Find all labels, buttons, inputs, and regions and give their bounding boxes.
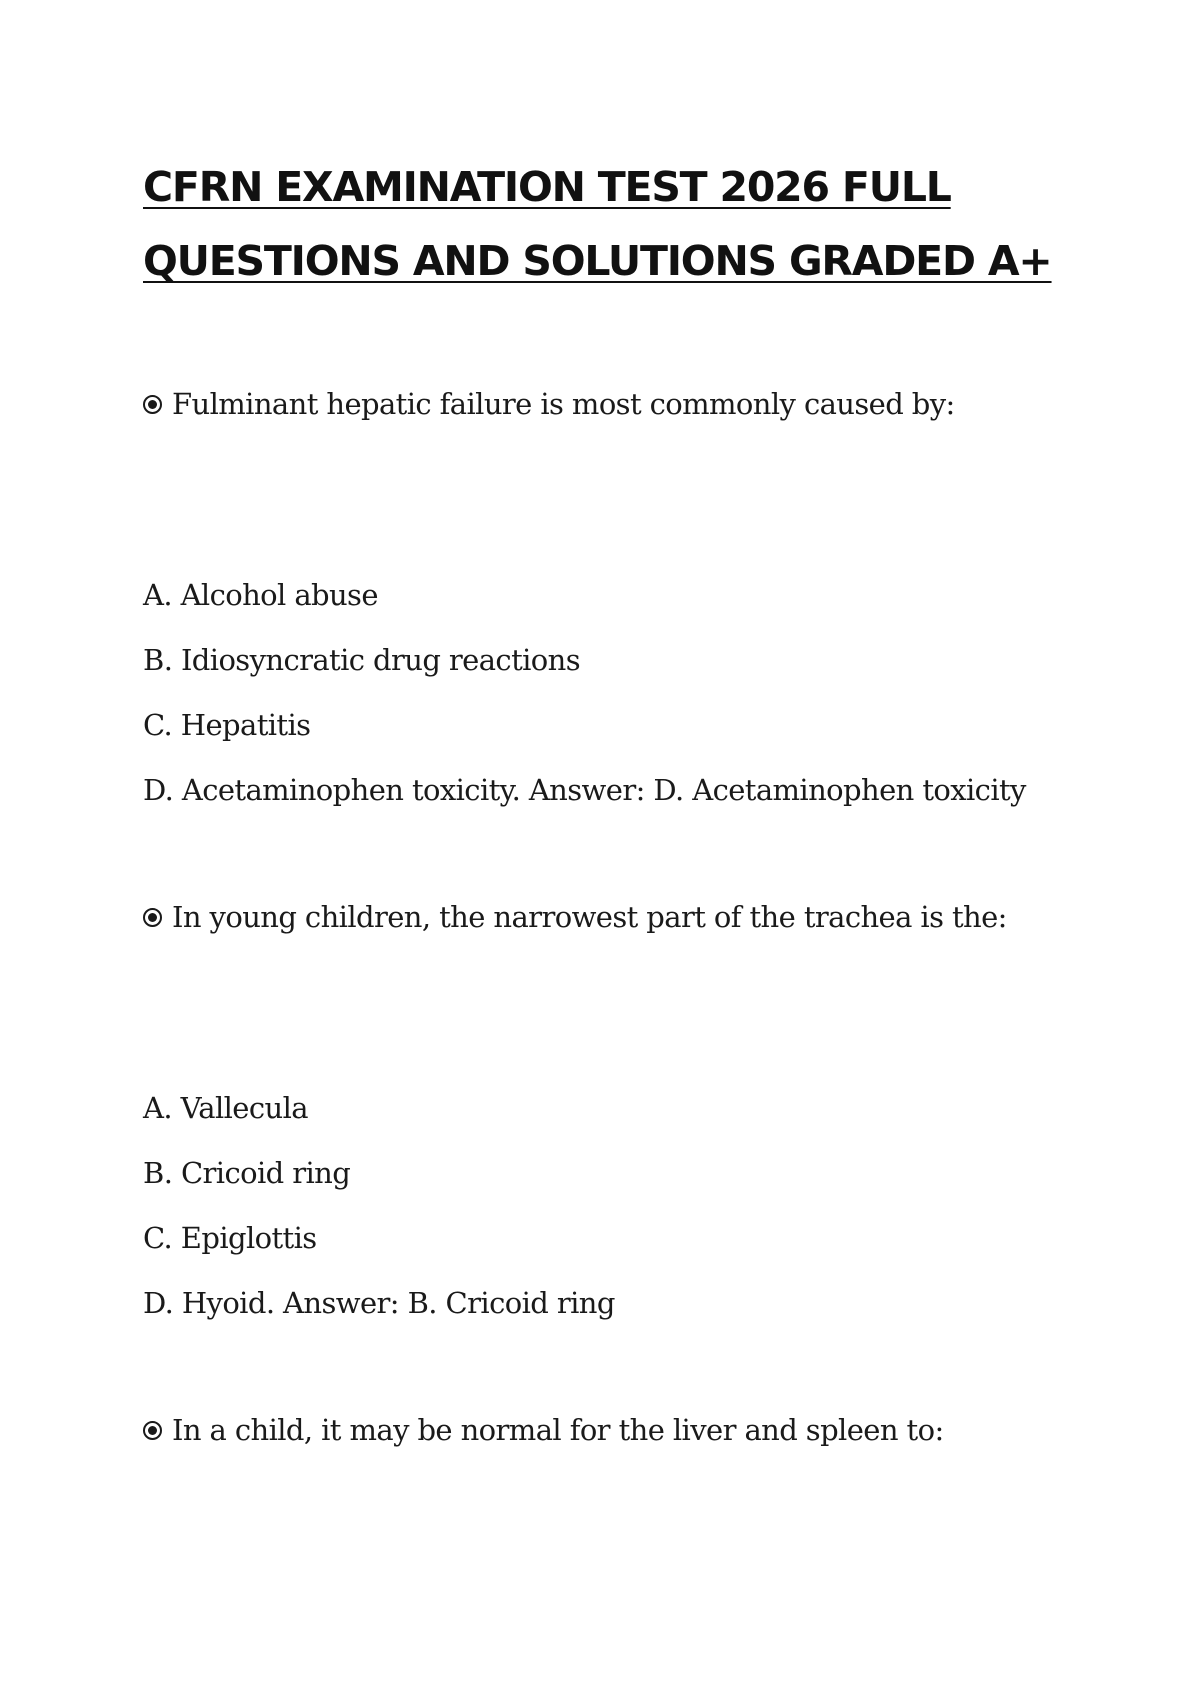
question-1-option-a: A. Alcohol abuse xyxy=(143,578,378,612)
question-3 xyxy=(143,1412,944,1448)
question-1-option-c: C. Hepatitis xyxy=(143,708,311,742)
question-2-option-b: B. Cricoid ring xyxy=(143,1156,351,1190)
question-1 xyxy=(143,386,955,422)
question-2-option-d-answer: D. Hyoid. Answer: B. Cricoid ring xyxy=(143,1286,615,1320)
radio-bullet-icon xyxy=(143,1421,162,1440)
question-1-option-d-answer: D. Acetaminophen toxicity. Answer: D. Acetaminophen toxicity xyxy=(143,773,1026,807)
radio-bullet-icon xyxy=(143,908,162,927)
question-2-text: In young children, the narrowest part of the trachea is the: xyxy=(172,900,1007,934)
question-2-option-c: C. Epiglottis xyxy=(143,1221,317,1255)
title-line-2: QUESTIONS AND SOLUTIONS GRADED A+ xyxy=(143,237,1052,285)
question-2 xyxy=(143,899,1007,935)
radio-bullet-icon xyxy=(143,395,162,414)
question-2-option-a: A. Vallecula xyxy=(143,1091,308,1125)
document-title xyxy=(143,150,1052,298)
question-1-option-b: B. Idiosyncratic drug reactions xyxy=(143,643,581,677)
question-3-text: In a child, it may be normal for the liver and spleen to: xyxy=(172,1413,944,1447)
question-1-text: Fulminant hepatic failure is most commonly caused by: xyxy=(172,387,955,421)
title-line-1: CFRN EXAMINATION TEST 2026 FULL xyxy=(143,163,951,211)
